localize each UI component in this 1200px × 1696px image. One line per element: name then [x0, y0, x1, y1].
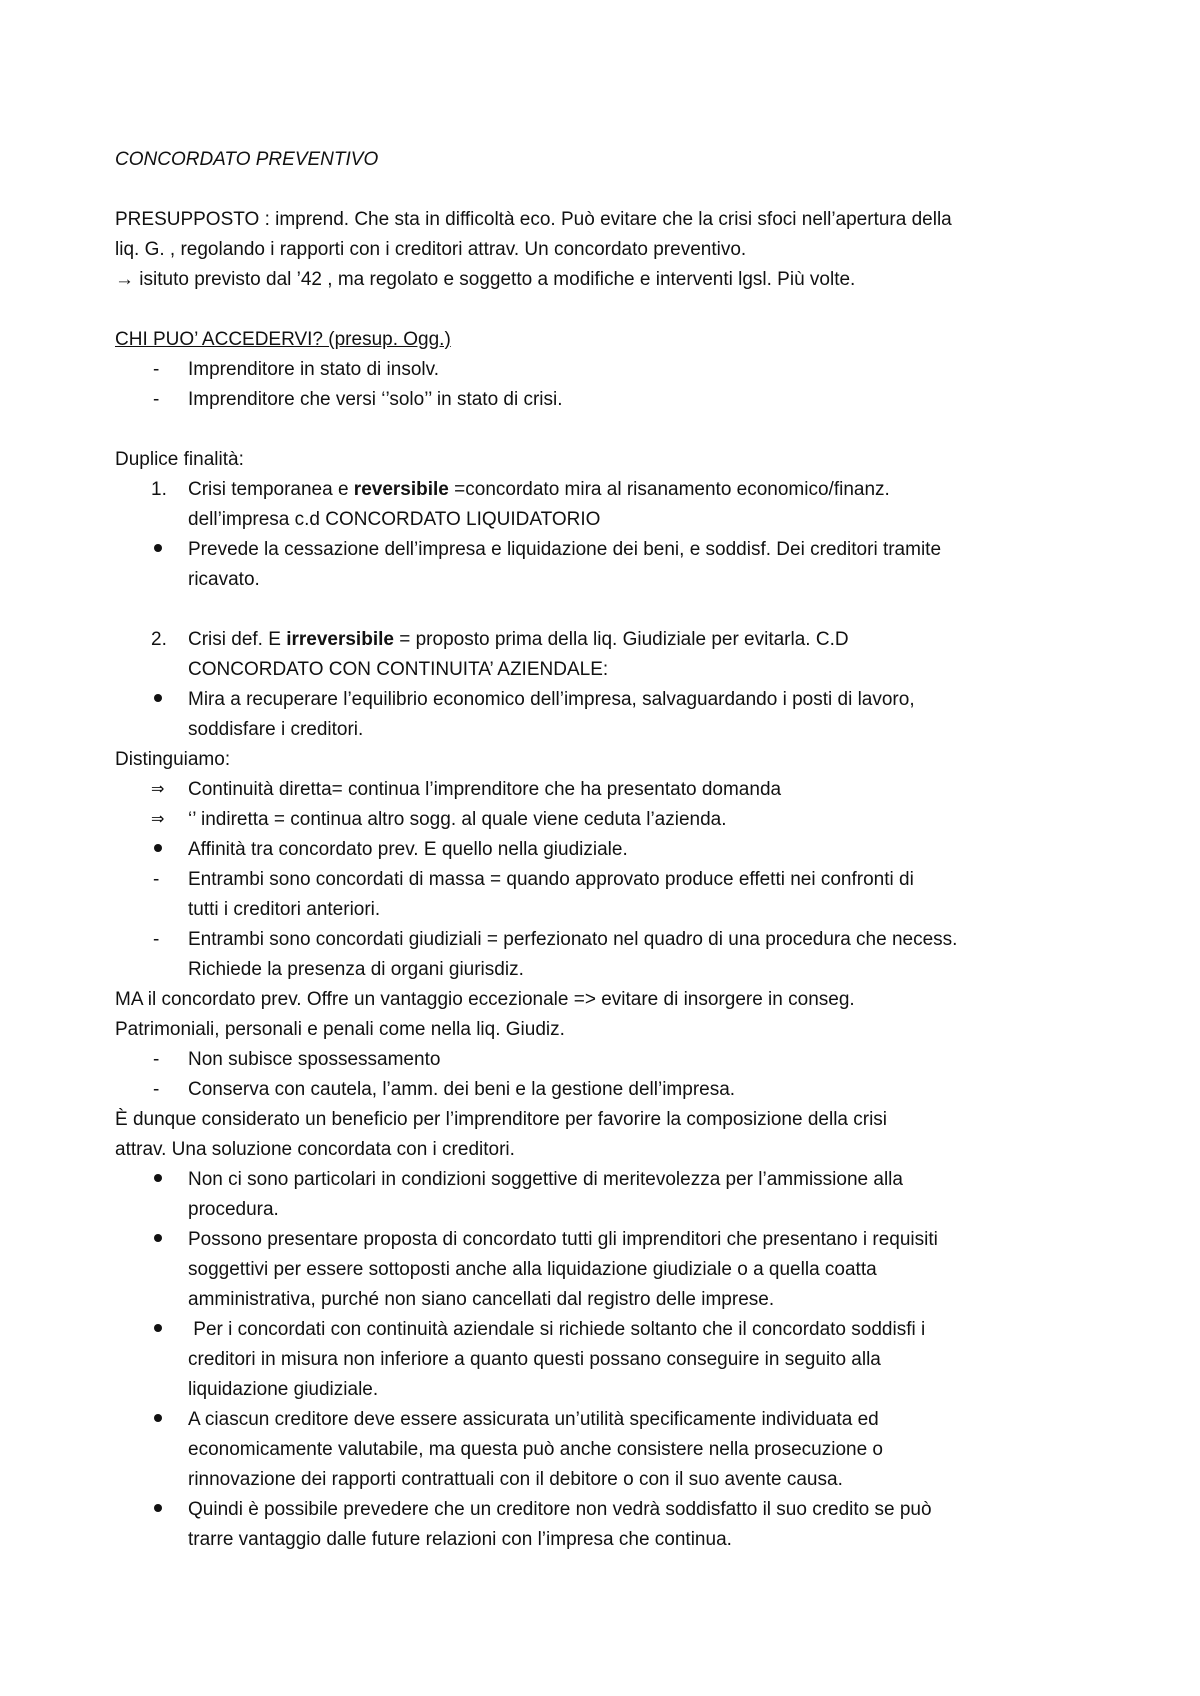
item-text: soggettivi per essere sottoposti anche alla liquidazione giudiziale o a quella coatta	[188, 1259, 877, 1280]
bullet-icon	[154, 685, 184, 715]
item-text: amministrativa, purché non siano cancellati dal registro delle imprese.	[188, 1289, 775, 1310]
bold-term: reversibile	[353, 479, 449, 500]
number-marker: 2.	[151, 629, 167, 650]
item-text: Crisi temporanea e	[188, 479, 354, 500]
dash-marker: -	[153, 1049, 160, 1070]
item-text: Quindi è possibile prevedere che un creditore non vedrà soddisfatto il suo credito se può	[188, 1499, 932, 1520]
list-item	[115, 925, 1115, 985]
section-heading: CHI PUO’ ACCEDERVI? (presup. Ogg.)	[115, 329, 451, 350]
list-item	[115, 355, 1115, 385]
item-text: ricavato.	[188, 569, 260, 590]
document-body	[115, 145, 1115, 1555]
istituto-line	[115, 265, 1115, 295]
bullet-item	[115, 835, 1115, 865]
item-text: soddisfare i creditori.	[188, 719, 364, 740]
bullet-icon	[154, 535, 184, 565]
duplice-label: Duplice finalità:	[115, 449, 244, 470]
item-text: Entrambi sono concordati di massa = quando approvato produce effetti nei confronti di	[188, 869, 914, 890]
item-text: economicamente valutabile, ma questa può anche consistere nella prosecuzione o	[188, 1439, 883, 1460]
presupposto-paragraph	[115, 205, 1115, 295]
dash-marker: -	[153, 869, 160, 890]
bullet-item	[115, 1315, 1115, 1405]
item-text: Conserva con cautela, l’amm. dei beni e la gestione dell’impresa.	[188, 1079, 736, 1100]
dash-marker: -	[153, 389, 160, 410]
bullet-icon	[154, 1495, 184, 1525]
list-item	[115, 385, 1115, 415]
item-text: Possono presentare proposta di concordato tutti gli imprenditori che presentano i requisiti	[188, 1229, 938, 1250]
text-line: PRESUPPOSTO : imprend. Che sta in difficoltà eco. Può evitare che la crisi sfoci nell’apertura della	[115, 209, 952, 230]
bullet-item	[115, 1165, 1115, 1225]
text-line: È dunque considerato un beneficio per l’imprenditore per favorire la composizione della crisi	[115, 1109, 888, 1130]
item-text: rinnovazione dei rapporti contrattuali con il debitore o con il suo avente causa.	[188, 1469, 843, 1490]
bullet-item	[115, 1495, 1115, 1555]
text-line: MA il concordato prev. Offre un vantaggio eccezionale => evitare di insorgere in conseg.	[115, 989, 855, 1010]
arrow-item	[115, 775, 1115, 805]
right-arrow-icon: →	[115, 269, 134, 290]
list-item-text: Imprenditore in stato di insolv.	[188, 359, 439, 380]
item-text: Affinità tra concordato prev. E quello nella giudiziale.	[188, 839, 628, 860]
item-text: A ciascun creditore deve essere assicurata un’utilità specificamente individuata ed	[188, 1409, 879, 1430]
list-item	[115, 1045, 1115, 1075]
item-text: liquidazione giudiziale.	[188, 1379, 379, 1400]
text-line: Patrimoniali, personali e penali come nella liq. Giudiz.	[115, 1019, 565, 1040]
item-text: Non subisce spossessamento	[188, 1049, 441, 1070]
item-text: procedura.	[188, 1199, 279, 1220]
list-item	[115, 865, 1115, 925]
double-arrow-icon: ⇒	[151, 781, 165, 798]
bullet-item	[115, 1405, 1115, 1495]
list-item-text: Imprenditore che versi ‘’solo’’ in stato di crisi.	[188, 389, 563, 410]
item-text: Entrambi sono concordati giudiziali = perfezionato nel quadro di una procedura che necess.	[188, 929, 958, 950]
item-text: creditori in misura non inferiore a quanto questi possano conseguire in seguito alla	[188, 1349, 881, 1370]
bullet-icon	[154, 1315, 184, 1345]
dash-marker: -	[153, 359, 160, 380]
istituto-text: isituto previsto dal ’42 , ma regolato e soggetto a modifiche e interventi lgsl. Più volte.	[139, 269, 856, 290]
list-item	[115, 1075, 1115, 1105]
bullet-icon	[154, 835, 184, 865]
item-text: Mira a recuperare l’equilibrio economico dell’impresa, salvaguardando i posti di lavoro,	[188, 689, 915, 710]
text-line: liq. G. , regolando i rapporti con i creditori attrav. Un concordato preventivo.	[115, 239, 747, 260]
item-text: CONCORDATO CON CONTINUITA’ AZIENDALE:	[188, 659, 609, 680]
item-text: = proposto prima della liq. Giudiziale per evitarla. C.D	[393, 629, 849, 650]
number-marker: 1.	[151, 479, 167, 500]
dash-marker: -	[153, 929, 160, 950]
item-text: Continuità diretta= continua l’imprenditore che ha presentato domanda	[188, 779, 782, 800]
item-text: dell’impresa c.d CONCORDATO LIQUIDATORIO	[188, 509, 601, 530]
bullet-icon	[154, 1405, 184, 1435]
double-arrow-icon: ⇒	[151, 811, 165, 828]
item-text: Prevede la cessazione dell’impresa e liquidazione dei beni, e soddisf. Dei creditori tramite	[188, 539, 942, 560]
numbered-item	[115, 475, 1115, 535]
item-text: tutti i creditori anteriori.	[188, 899, 381, 920]
item-text: Non ci sono particolari in condizioni soggettive di meritevolezza per l’ammissione alla	[188, 1169, 903, 1190]
item-text: =concordato mira al risanamento economico/finanz.	[448, 479, 890, 500]
distinguiamo-label: Distinguiamo:	[115, 749, 231, 770]
bold-term: irreversibile	[286, 629, 394, 650]
text-line: attrav. Una soluzione concordata con i creditori.	[115, 1139, 515, 1160]
item-text: Per i concordati con continuità aziendale si richiede soltanto che il concordato soddisfi i	[188, 1319, 926, 1340]
dash-marker: -	[153, 1079, 160, 1100]
item-text: Crisi def. E	[188, 629, 287, 650]
bullet-item	[115, 685, 1115, 745]
bullet-item	[115, 1225, 1115, 1315]
bullet-icon	[154, 1225, 184, 1255]
numbered-item	[115, 625, 1115, 685]
item-text: Richiede la presenza di organi giurisdiz.	[188, 959, 524, 980]
bullet-item	[115, 535, 1115, 595]
item-text: trarre vantaggio dalle future relazioni con l’impresa che continua.	[188, 1529, 732, 1550]
document-title: CONCORDATO PREVENTIVO	[115, 149, 379, 170]
arrow-item	[115, 805, 1115, 835]
item-text: ‘’ indiretta = continua altro sogg. al quale viene ceduta l’azienda.	[188, 809, 727, 830]
bullet-icon	[154, 1165, 184, 1195]
